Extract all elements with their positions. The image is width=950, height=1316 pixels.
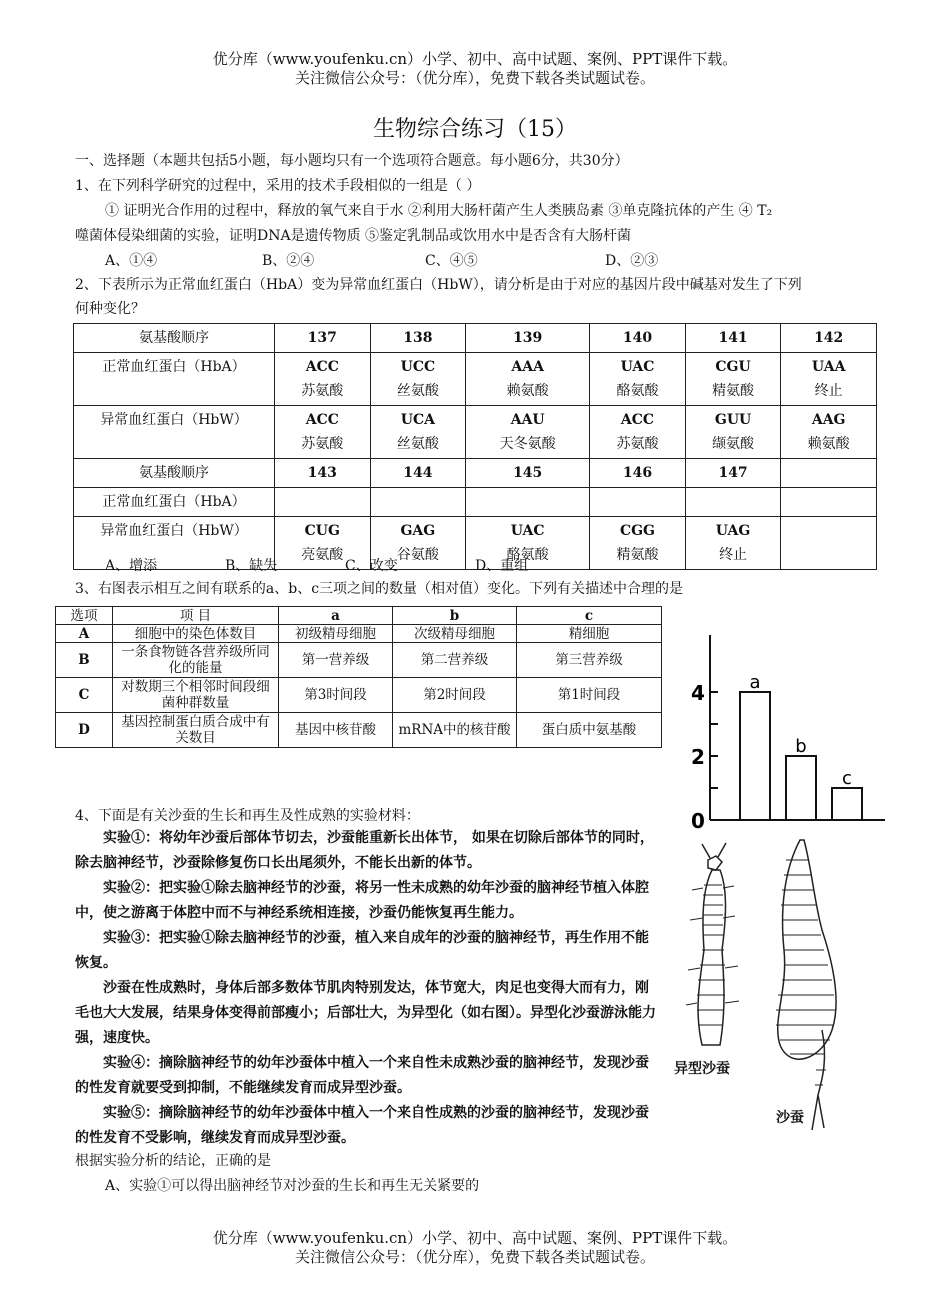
bar-c [832,788,862,820]
table-cell: 第2时间段 [393,678,517,713]
table-cell: 异常血红蛋白（HbW） [74,517,275,570]
table-cell [781,517,877,570]
table-cell [275,353,371,406]
table-cell: B [56,643,113,678]
codon: UAC [510,523,545,539]
table-cell: 基因中核苷酸 [279,713,393,748]
footer-line-1: 优分库（www.youfenku.cn）小学、初中、高中试题、案例、PPT课件下载。 [212,1229,738,1247]
table-cell: 初级精母细胞 [279,625,393,643]
amino-acid: 酪氨酸 [616,383,659,399]
table-cell: 141 [685,324,781,353]
codon: CGU [715,359,751,375]
table-header: 项 目 [113,607,279,625]
label-nereis: 沙蚕 [776,1110,804,1126]
q3-stem: 3、右图表示相互之间有联系的a、b、c三项之间的数量（相对值）变化。下列有关描述中合理的是 [75,581,684,597]
table-row [56,713,662,748]
q2-stem-line2: 何种变化？ [75,301,145,317]
table-cell: 144 [370,459,466,488]
bar-chart [690,620,890,830]
section-heading: 一、选择题（本题共包括5小题，每小题均只有一个选项符合题意。每小题6分，共30分） [75,153,629,169]
table-cell [275,488,371,517]
paragraph: 实验②：把实验①除去脑神经节的沙蚕，将另一性未成熟的幼年沙蚕的脑神经节植入体腔中，使之游离于体腔中而不与神经系统相连接，沙蚕仍能恢复再生能力。 [75,880,649,921]
table-cell: mRNA中的核苷酸 [393,713,517,748]
amino-acid: 缬氨酸 [712,436,755,452]
paragraph: 实验①：将幼年沙蚕后部体节切去，沙蚕能重新长出体节， 如果在切除后部体节的同时，除去脑神经节，沙蚕除修复伤口长出尾须外，不能长出新的体节。 [75,830,654,871]
footer-line-2: 关注微信公众号：（优分库），免费下载各类试题试卷。 [294,1248,655,1266]
table-cell: 精细胞 [517,625,662,643]
amino-acid: 精氨酸 [616,547,659,563]
table-header: 选项 [56,607,113,625]
q2-stem-line1: 2、下表所示为正常血红蛋白（HbA）变为异常血红蛋白（HbW），请分析是由于对应的基因片段中碱基对发生了下列 [75,277,802,293]
table-cell: 143 [275,459,371,488]
q4-stem: 4、下面是有关沙蚕的生长和再生及性成熟的实验材料： [75,808,420,824]
table-cell [466,488,590,517]
table-cell [466,353,590,406]
table-cell [781,353,877,406]
codon: CUG [304,523,340,539]
table-cell [781,406,877,459]
table-cell: 第三营养级 [517,643,662,678]
amino-acid: 苏氨酸 [301,436,344,452]
paragraph: 实验③：把实验①除去脑神经节的沙蚕，植入来自成年的沙蚕的脑神经节，再生作用不能恢复。 [75,930,649,971]
q2-option-c: C、改变 [345,558,398,574]
table-row [56,625,662,643]
table-cell: 第二营养级 [393,643,517,678]
table-cell [275,406,371,459]
table-cell: 正常血红蛋白（HbA） [74,353,275,406]
paragraph: 实验④：摘除脑神经节的幼年沙蚕体中植入一个来自性未成熟沙蚕的脑神经节，发现沙蚕的性发育就要受到抑制，不能继续发育而成异型沙蚕。 [75,1055,649,1096]
y-tick-label: 0 [691,809,705,830]
header-line-2: 关注微信公众号：（优分库），免费下载各类试题试卷。 [294,69,655,87]
amino-acid: 天冬氨酸 [499,436,556,452]
q2-option-a: A、增添 [105,558,158,574]
q1-stem: 1、在下列科学研究的过程中，采用的技术手段相似的一组是（ ） [75,178,481,194]
table-cell: 145 [466,459,590,488]
table-cell: 异常血红蛋白（HbW） [74,406,275,459]
amino-acid: 谷氨酸 [396,547,439,563]
table-cell: 142 [781,324,877,353]
table-cell: 氨基酸顺序 [74,459,275,488]
codon: UAC [620,359,655,375]
codon: UCA [400,412,435,428]
table-row [56,607,662,625]
table-cell [466,406,590,459]
table-cell: 140 [590,324,686,353]
nereis-icon [776,840,836,1130]
q1-option-d: D、②③ [605,253,659,269]
codon: CGG [619,523,656,539]
codon: UAA [811,359,846,375]
q1-option-c: C、④⑤ [425,253,478,269]
table-row [74,353,877,406]
table-header: b [393,607,517,625]
bar-b [786,756,816,820]
table-cell: 细胞中的染色体数目 [113,625,279,643]
amino-acid: 赖氨酸 [506,383,549,399]
q1-items-line2: 噬菌体侵染细菌的实验，证明DNA是遗传物质 ⑤鉴定乳制品或饮用水中是否含有大肠杆菌 [75,228,632,244]
table-cell [685,353,781,406]
bar-label-b: b [795,736,807,757]
y-tick-label: 2 [691,745,705,769]
codon: GUU [714,412,752,428]
table-row [74,406,877,459]
table-cell: 基因控制蛋白质合成中有关数目 [113,713,279,748]
amino-acid: 精氨酸 [712,383,755,399]
table-row [56,678,662,713]
header-line-1: 优分库（www.youfenku.cn）小学、初中、高中试题、案例、PPT课件下载。 [212,50,738,68]
table-row [74,488,877,517]
amino-acid: 亮氨酸 [301,547,344,563]
table-cell: 第一营养级 [279,643,393,678]
codon: AAU [510,412,545,428]
table-row [74,324,877,353]
table-cell: 第3时间段 [279,678,393,713]
q4-option-a: A、实验①可以得出脑神经节对沙蚕的生长和再生无关紧要的 [105,1178,480,1194]
bar-a [740,692,770,820]
q4-experiments [75,826,660,1151]
hemoglobin-table [73,323,877,570]
codon: ACC [305,359,339,375]
amino-acid: 苏氨酸 [616,436,659,452]
worm-illustration [672,830,872,1140]
codon: AAA [511,359,544,375]
q1-option-b: B、②④ [262,253,315,269]
label-heteronereis: 异型沙蚕 [674,1061,730,1077]
codon: ACC [305,412,339,428]
amino-acid: 丝氨酸 [396,436,439,452]
amino-acid: 赖氨酸 [807,436,850,452]
table-cell: C [56,678,113,713]
codon: UCC [400,359,436,375]
table-cell [781,488,877,517]
codon: AAG [811,412,846,428]
table-cell: 一条食物链各营养级所同化的能量 [113,643,279,678]
bar-label-c: c [842,768,852,789]
paragraph: 实验⑤：摘除脑神经节的幼年沙蚕体中植入一个来自性成熟的沙蚕的脑神经节，发现沙蚕的性发育不受影响，继续发育而成异型沙蚕。 [75,1105,649,1146]
q1-items-line1: ① 证明光合作用的过程中，释放的氧气来自于水 ②利用大肠杆菌产生人类胰岛素 ③单克隆抗体的产生 ④ T₂ [105,203,773,219]
table-cell [781,459,877,488]
table-cell: 138 [370,324,466,353]
q2-option-b: B、缺失 [225,558,278,574]
table-cell: 139 [466,324,590,353]
table-cell: 146 [590,459,686,488]
table-cell [370,406,466,459]
amino-acid: 终止 [719,547,748,563]
amino-acid: 丝氨酸 [396,383,439,399]
table-cell: 137 [275,324,371,353]
chart-layer [691,672,862,830]
table-cell [590,353,686,406]
table-cell [590,517,686,570]
table-cell: 次级精母细胞 [393,625,517,643]
table-cell [590,488,686,517]
table-header: a [279,607,393,625]
amino-acid: 终止 [814,383,843,399]
table-cell [370,488,466,517]
table-row [56,643,662,678]
amino-acid: 苏氨酸 [301,383,344,399]
table-cell: 正常血红蛋白（HbA） [74,488,275,517]
paragraph: 沙蚕在性成熟时，身体后部多数体节肌肉特别发达，体节宽大，肉足也变得大而有力，刚毛也大大发展，结果身体变得前部瘦小；后部壮大，为异型化（如右图）。异型化沙蚕游泳能力强，速度快。 [75,980,656,1046]
table-cell: 对数期三个相邻时间段细菌种群数量 [113,678,279,713]
table-cell [590,406,686,459]
table-cell [685,406,781,459]
table-cell: 蛋白质中氨基酸 [517,713,662,748]
q1-option-a: A、①④ [105,253,158,269]
bar-label-a: a [749,672,761,693]
amino-acid: 酪氨酸 [506,547,549,563]
codon: GAG [400,523,436,539]
codon: ACC [620,412,655,428]
table-cell [370,353,466,406]
y-tick-label: 4 [691,681,705,705]
table-row [74,459,877,488]
table-cell: 147 [685,459,781,488]
table-cell: A [56,625,113,643]
q3-table [55,606,662,748]
table-cell [685,517,781,570]
table-cell: 氨基酸顺序 [74,324,275,353]
heteronereis-icon [686,843,739,1045]
table-cell: 第1时间段 [517,678,662,713]
codon: UAG [715,523,751,539]
q2-option-d: D、重组 [475,558,529,574]
table-header: c [517,607,662,625]
table-cell [685,488,781,517]
page-title: 生物综合练习（15） [373,117,577,142]
q4-conclusion: 根据实验分析的结论，正确的是 [75,1153,271,1169]
table-cell: D [56,713,113,748]
